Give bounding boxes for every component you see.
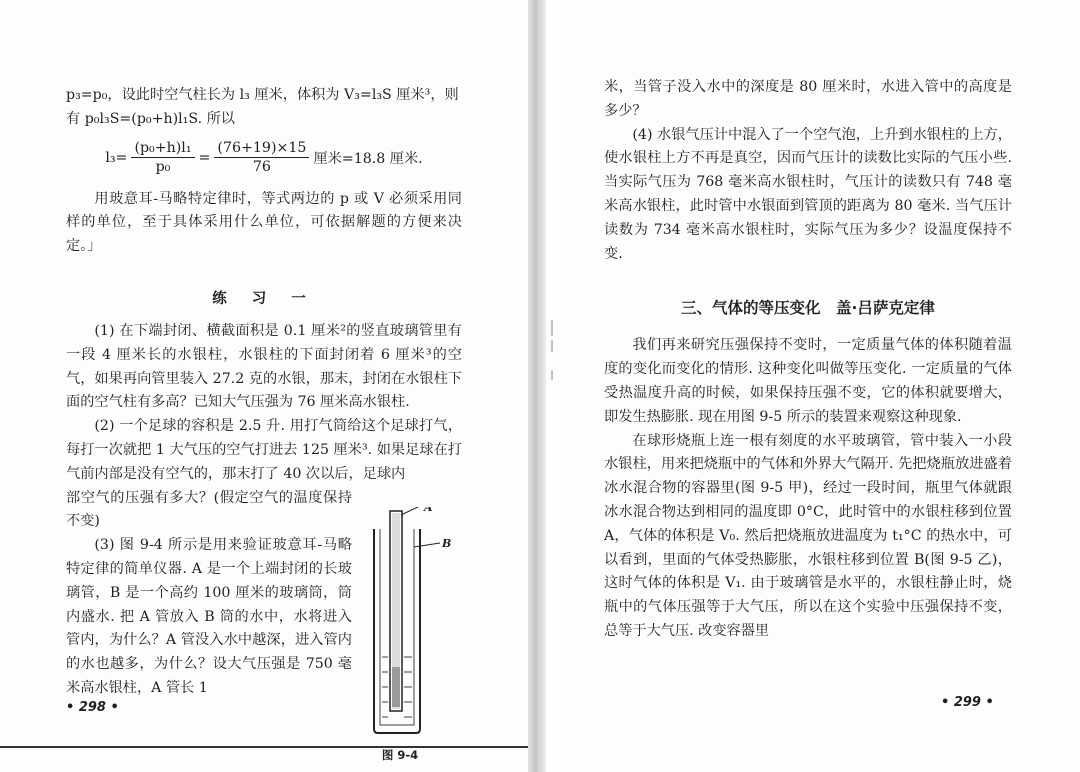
fraction-numerator: (76+19)×15 [214,139,309,158]
exercise-3-continued: 米，当管子没入水中的深度是 80 厘米时，水进入管中的高度是多少？ [604,79,1012,119]
paragraph: p₃=p₀，设此时空气柱长为 l₃ 厘米，体积为 V₃=l₃S 厘米³，则 [66,87,459,103]
left-page [0,0,528,772]
formula [66,138,462,178]
fraction-numerator: (p₀+h)l₁ [131,139,194,158]
section-title: 练 习 一 [212,290,316,307]
exercise-4: (4) 水银气压计中混入了一个空气泡，上升到水银柱的上方，使水银柱上方不再是真空，因而气压计的读数比实际的气压小些. 当实际气压为 768 毫米高水银柱时，气压计的读数只有 748 毫米高水银柱，此时管中水银面到管顶的距离为 80 毫米. 当气压计读数为 734 毫米高水银柱时，实际气压为多少？设温度保持不变. [604,126,1012,262]
figure-label-b: B [442,536,452,550]
right-page [546,0,1080,772]
formula-lhs: l₃= [105,149,128,166]
fraction-denominator: p₀ [155,159,171,176]
figure-label-a: A [424,506,433,514]
paragraph: 在球形烧瓶上连一根有刻度的水平玻璃管，管中装入一小段水银柱，用来把烧瓶中的气体和外界大气隔开. 先把烧瓶放进盛着冰水混合物的容器里(图 9-5 甲)，经过一段时间，瓶里气体就跟冰水混合物达到相同的温度即 0°C，此时管中的水银柱移到位置 A，气体的体积是 V₀. 然后把烧瓶放进温度为 t₁°C 的热水中，可以看到，里面的气体受热膨胀，水银柱移到位置 B(图 9-5 乙)，这时气体的体积是 V₁. 由于玻璃管是水平的，水银柱静止时，烧瓶中的气体压强等于大气压，所以在这个实验中压强保持不变，总等于大气压. 改变容器里 [604,432,1012,639]
formula-rhs: 厘米=18.8 厘米. [313,150,423,167]
exercise-1: (1) 在下端封闭、横截面积是 0.1 厘米²的竖直玻璃管里有一段 4 厘米长的水银柱，水银柱的下面封闭着 6 厘米³的空气，如果再向管里装入 27.2 克的水银，那末，封闭在水银柱下面的空气柱有多高？已知大气压强为 76 厘米高水银柱. [66,322,462,411]
fraction [131,139,194,176]
exercise-2-continued: 部空气的压强有多大？(假定空气的温度保持不变) [66,489,352,530]
apparatus-diagram [366,507,462,747]
exercise-3: (3) 图 9-4 所示是用来验证玻意耳-马略特定律的简单仪器. A 是一个上端封闭的长玻璃管，B 是一个高约 100 厘米的玻璃筒，筒内盛水. 把 A 管放入 B 筒的水中，水将进入管内，为什么？A 管没入水中越深，进入管内的水也越多，为什么？设大气压强是 750 毫米高水银柱，A 管长 1 [66,537,352,696]
exercise-2: (2) 一个足球的容积是 2.5 升. 用打气筒给这个足球打气，每打一次就把 1 大气压的空气打进去 125 厘米³. 如果足球在打气前内部是没有空气的，那末打了 40 次以后，足球内 [66,418,462,482]
page-number: • 298 • [66,700,119,715]
fraction [214,139,309,176]
book-gutter [528,0,546,772]
page-edge-marks [546,0,558,772]
page-number: • 299 • [941,695,994,710]
paragraph: 用玻意耳-马略特定律时，等式两边的 p 或 V 必须采用同样的单位，至于具体采用什么单位，可依据解题的方便来决定。」 [66,190,462,255]
chapter-title: 三、气体的等压变化 盖·吕萨克定律 [681,299,935,318]
formula-equals: = [198,149,211,166]
wrapped-text [66,487,352,701]
paragraph: 有 p₀l₃S=(p₀+h)l₁S. 所以 [66,110,235,127]
pointer-line-b [414,543,440,547]
page-edge-line [0,746,528,748]
right-page-content [604,76,1012,644]
figure-caption: 图 9-4 [381,747,419,762]
paragraph: 我们再来研究压强保持不变时，一定质量气体的体积随着温度的变化而变化的情形. 这种变化叫做等压变化. 一定质量的气体受热温度升高的时候，如果保持压强不变，它的体积就要增大，即发生热膨胀. 现在用图 9-5 所示的装置来观察这种现象. [604,337,1012,425]
pointer-line-a [401,507,422,515]
figure-9-4 [366,506,462,762]
fraction-denominator: 76 [252,159,271,176]
